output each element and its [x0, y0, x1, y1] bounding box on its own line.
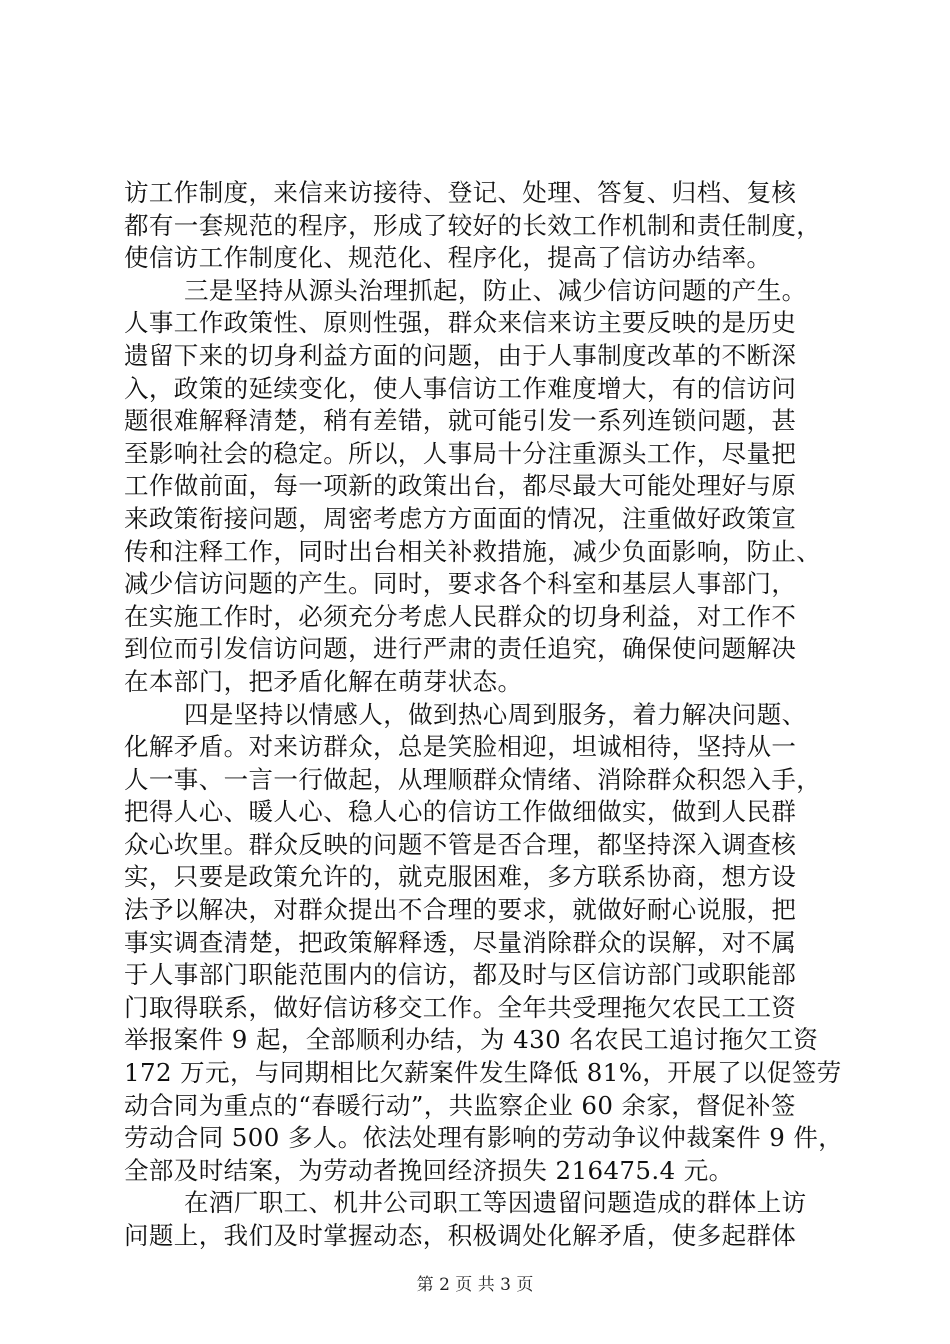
text-line: 全部及时结案，为劳动者挽回经济损失 216475.4 元。 — [124, 1155, 734, 1185]
text-line: 遗留下来的切身利益方面的问题，由于人事制度改革的不断深 — [124, 340, 797, 370]
text-line: 众心坎里。群众反映的问题不管是否合理，都坚持深入调查核 — [124, 829, 797, 859]
text-line: 门取得联系，做好信访移交工作。全年共受理拖欠农民工工资 — [124, 992, 797, 1022]
text-line: 172 万元，与同期相比欠薪案件发生降低 81%，开展了以促签劳 — [124, 1058, 842, 1088]
text-line: 实，只要是政策允许的，就克服困难，多方联系协商，想方设 — [124, 862, 797, 892]
document-body — [124, 177, 844, 1253]
page-footer: 第 2 页 共 3 页 — [416, 1275, 534, 1295]
text-line: 人事工作政策性、原则性强，群众来信来访主要反映的是历史 — [124, 308, 797, 338]
text-line: 劳动合同 500 多人。依法处理有影响的劳动争议仲裁案件 9 件， — [124, 1123, 844, 1153]
text-line: 化解矛盾。对来访群众，总是笑脸相迎，坦诚相待，坚持从一 — [124, 732, 797, 762]
text-line: 在实施工作时，必须充分考虑人民群众的切身利益，对工作不 — [124, 601, 797, 631]
text-line: 于人事部门职能范围内的信访，都及时与区信访部门或职能部 — [124, 960, 797, 990]
text-line: 来政策衔接问题，周密考虑方方面面的情况，注重做好政策宣 — [124, 503, 797, 533]
text-line: 至影响社会的稳定。所以，人事局十分注重源头工作，尽量把 — [124, 438, 797, 468]
text-line: 访工作制度，来信来访接待、登记、处理、答复、归档、复核 — [124, 178, 797, 207]
text-line: 问题上，我们及时掌握动态，积极调处化解矛盾，使多起群体 — [124, 1221, 797, 1250]
text-line: 动合同为重点的“春暖行动”，共监察企业 60 余家，督促补签 — [124, 1090, 796, 1120]
text-line: 题很难解释清楚，稍有差错，就可能引发一系列连锁问题，甚 — [124, 406, 797, 436]
paragraph-first-line: 在酒厂职工、机井公司职工等因遗留问题造成的群体上访 — [184, 1188, 807, 1218]
text-line: 使信访工作制度化、规范化、程序化，提高了信访办结率。 — [124, 243, 772, 273]
text-line: 传和注释工作，同时出台相关补救措施，减少负面影响，防止、 — [124, 536, 822, 566]
text-line: 法予以解决，对群众提出不合理的要求，就做好耐心说服，把 — [124, 895, 797, 925]
text-line: 工作做前面，每一项新的政策出台，都尽最大可能处理好与原 — [124, 471, 797, 501]
text-line: 事实调查清楚，把政策解释透，尽量消除群众的误解，对不属 — [124, 927, 797, 957]
text-line: 都有一套规范的程序，形成了较好的长效工作机制和责任制度， — [124, 210, 822, 240]
text-line: 举报案件 9 起，全部顺利办结，为 430 名农民工追讨拖欠工资 — [124, 1025, 819, 1055]
paragraph-first-line: 四是坚持以情感人，做到热心周到服务，着力解决问题、 — [184, 699, 807, 729]
text-line: 在本部门，把矛盾化解在萌芽状态。 — [124, 666, 523, 696]
text-line: 人一事、一言一行做起，从理顺群众情绪、消除群众积怨入手， — [124, 764, 822, 794]
text-line: 入，政策的延续变化，使人事信访工作难度增大，有的信访问 — [124, 373, 797, 403]
text-line: 减少信访问题的产生。同时，要求各个科室和基层人事部门， — [124, 569, 797, 599]
paragraph-first-line: 三是坚持从源头治理抓起，防止、减少信访问题的产生。 — [184, 275, 807, 305]
text-line: 把得人心、暖人心、稳人心的信访工作做细做实，做到人民群 — [124, 797, 797, 827]
text-line: 到位而引发信访问题，进行严肃的责任追究，确保使问题解决 — [124, 634, 797, 664]
